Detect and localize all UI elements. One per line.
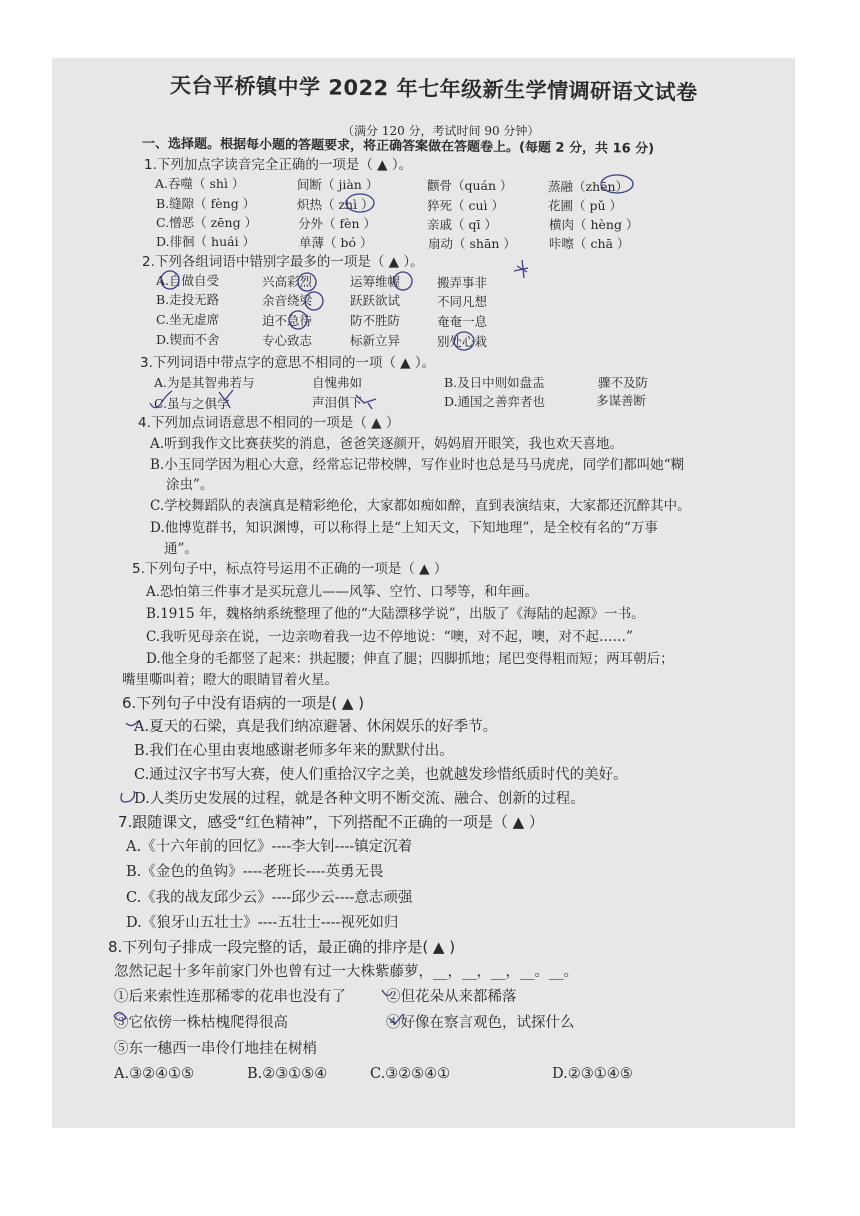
q1-stem: 1.下列加点字读音完全正确的一项是（ ▲ ）。 <box>144 157 413 173</box>
q8-intro: 忽然记起十多年前家门外也曾有过一大株紫藤萝，__，__，__，__。__。 <box>114 964 578 980</box>
q4-option-a: A.听到我作文比赛获奖的消息，爸爸笑逐颜开，妈妈眉开眼笑，我也欢天喜地。 <box>150 436 624 452</box>
q6-option-b: B.我们在心里由衷地感谢老师多年来的默默付出。 <box>134 743 454 759</box>
q8-item-3: ③它依傍一株枯槐爬得很高 <box>114 1015 288 1031</box>
q1-option-a-3: 颧骨（quán ） <box>427 178 513 193</box>
q7-option-c: C.《我的战友邱少云》----邱少云----意志顽强 <box>126 890 413 906</box>
q3-option-c: C.虽与之俱学 <box>154 396 230 411</box>
q4-option-c: C.学校舞蹈队的表演真是精彩绝伦，大家都如痴如醉，直到表演结束，大家都还沉醉其中。 <box>150 498 691 514</box>
q3-option-b-2: 骤不及防 <box>598 375 649 390</box>
q5-option-d: D.他全身的毛都竖了起来：拱起腰；伸直了腿；四脚抓地；尾巴变得粗而短；两耳朝后； <box>146 651 674 667</box>
exam-sheet <box>52 58 795 1128</box>
exam-title: 天台平桥镇中学 2022 年七年级新生学情调研语文试卷 <box>169 73 698 105</box>
q3-option-b: B.及日中则如盘盂 <box>444 375 545 390</box>
q3-option-a: A.为是其智弗若与 <box>154 375 255 390</box>
q1-option-b-4: 花圃（ pǔ ） <box>548 198 622 213</box>
q3-option-d: D.通国之善弈者也 <box>444 394 546 409</box>
q7-option-b: B.《金色的鱼钩》----老班长----英勇无畏 <box>126 864 384 880</box>
q6-option-a: A.夏天的石梁，真是我们纳凉避暑、休闲娱乐的好季节。 <box>134 719 498 735</box>
q1-option-c-4: 横肉（ hèng ） <box>549 217 639 232</box>
q5-option-c: C.我听见母亲在说，一边亲吻着我一边不停地说：“噢，对不起，噢，对不起……” <box>146 629 633 645</box>
q6-stem: 6.下列句子中没有语病的一项是( ▲ ) <box>122 694 365 712</box>
q4-option-d: D.他博览群书，知识渊博，可以称得上是“上知天文，下知地理”，是全校有名的“万事 <box>150 520 658 536</box>
q7-option-a: A.《十六年前的回忆》----李大钊----镇定沉着 <box>126 839 413 855</box>
q7-stem: 7.跟随课文，感受“红色精神”，下列搭配不正确的一项是（ ▲ ） <box>118 813 544 831</box>
q8-choice-c: C.③②⑤④① <box>370 1066 451 1082</box>
q2-option-d-3: 标新立异 <box>350 333 401 348</box>
q1-option-a-4: 蒸融（zhēn） <box>548 179 629 194</box>
q8-item-1: ①后来索性连那稀零的花串也没有了 <box>114 989 346 1005</box>
q8-item-5: ⑤东一穗西一串伶仃地挂在树梢 <box>114 1041 317 1057</box>
q8-choice-d: D.②③①④⑤ <box>552 1066 633 1082</box>
q8-choice-a: A.③②④①⑤ <box>114 1066 195 1082</box>
q6-option-d: D.人类历史发展的过程，就是各种文明不断交流、融合、创新的过程。 <box>134 791 585 807</box>
q1-option-c-3: 亲戚（ qī ） <box>427 217 497 232</box>
q2-option-a-4: 搬弄事非 <box>437 275 488 290</box>
q2-option-c-4: 奄奄一息 <box>437 314 488 329</box>
q2-option-b-4: 不同凡想 <box>437 294 488 309</box>
q2-stem: 2.下列各组词语中错别字最多的一项是（ ▲ ）。 <box>142 254 424 270</box>
q2-option-c-1: C.坐无虚席 <box>156 312 220 327</box>
q4-stem: 4.下列加点词语意思不相同的一项是（ ▲ ） <box>138 415 400 431</box>
q1-option-c-2: 分外（ fèn ） <box>298 216 377 231</box>
q2-option-d-4: 别处心栽 <box>437 334 488 349</box>
q2-option-a-3: 运筹维幄 <box>350 274 401 289</box>
q2-option-c-3: 防不胜防 <box>350 313 401 328</box>
q2-option-d-1: D.锲而不舍 <box>156 332 220 347</box>
q8-choice-b: B.②③①⑤④ <box>247 1066 328 1082</box>
q2-option-a-1: A.自做自受 <box>156 273 220 288</box>
q1-option-a-2: 间断（ jiàn ） <box>297 177 379 192</box>
exam-subtitle: （满分 120 分，考试时间 90 分钟） <box>342 124 540 138</box>
q2-option-b-3: 跃跃欲试 <box>350 293 401 308</box>
q3-option-c-2: 声泪俱下 <box>312 395 363 410</box>
q8-item-2: ②但花朵从来都稀落 <box>386 989 517 1005</box>
q8-item-4: ④好像在察言观色，试探什么 <box>386 1015 575 1031</box>
q8-stem: 8.下列句子排成一段完整的话，最正确的排序是( ▲ ) <box>108 938 456 956</box>
q3-stem: 3.下列词语中带点字的意思不相同的一项（ ▲ ）。 <box>140 355 436 371</box>
q5-option-a: A.恐怕第三件事才是买玩意儿——风筝、空竹、口琴等，和年画。 <box>146 584 539 600</box>
q1-option-a-1: A.吞噬（ shì ） <box>155 176 245 191</box>
q3-option-d-2: 多谋善断 <box>596 393 647 408</box>
q1-option-d-4: 咔嚓（ chā ） <box>549 236 630 251</box>
q3-option-a-2: 自愧弗如 <box>312 375 363 390</box>
q5-option-b: B.1915 年，魏格纳系统整理了他的“大陆漂移学说”，出版了《海陆的起源》一书。 <box>146 606 645 622</box>
q1-option-b-1: B.缝隙（ fèng ） <box>156 196 256 211</box>
q2-option-d-2: 专心致志 <box>262 333 313 348</box>
q1-option-d-1: D.徘徊（ huái ） <box>156 234 256 249</box>
q2-option-b-1: B.走投无路 <box>156 292 220 307</box>
q5-stem: 5.下列句子中，标点符号运用不正确的一项是（ ▲ ） <box>132 561 448 577</box>
section-heading: 一、选择题。根据每小题的答题要求，将正确答案做在答题卷上。(每题 2 分，共 16 分) <box>141 136 655 157</box>
q5-option-d-cont: 嘴里嘶叫着；瞪大的眼睛冒着火星。 <box>122 672 338 688</box>
q1-option-d-3: 扇动（ shān ） <box>428 236 516 251</box>
q4-option-b-cont: 涂虫”。 <box>166 477 214 493</box>
q2-option-a-2: 兴高彩烈 <box>262 274 313 289</box>
q1-option-b-3: 猝死（ cuì ） <box>427 198 504 213</box>
q2-option-c-2: 迫不急待 <box>262 313 313 328</box>
q4-option-d-cont: 通”。 <box>164 541 198 557</box>
q4-option-b: B.小玉同学因为粗心大意，经常忘记带校牌，写作业时也总是马马虎虎，同学们都叫她“糊 <box>150 457 685 473</box>
q1-option-d-2: 单薄（ bó ） <box>299 235 373 250</box>
q1-option-b-2: 炽热（ zhì ） <box>297 197 374 212</box>
pen-annotations <box>52 58 795 1128</box>
q6-option-c: C.通过汉字书写大赛，使人们重拾汉字之美，也就越发珍惜纸质时代的美好。 <box>134 767 628 783</box>
q7-option-d: D.《狼牙山五壮士》----五壮士----视死如归 <box>126 915 399 931</box>
q2-option-b-2: 余音绕梁 <box>262 293 313 308</box>
q1-option-c-1: C.憎恶（ zēng ） <box>156 215 258 230</box>
